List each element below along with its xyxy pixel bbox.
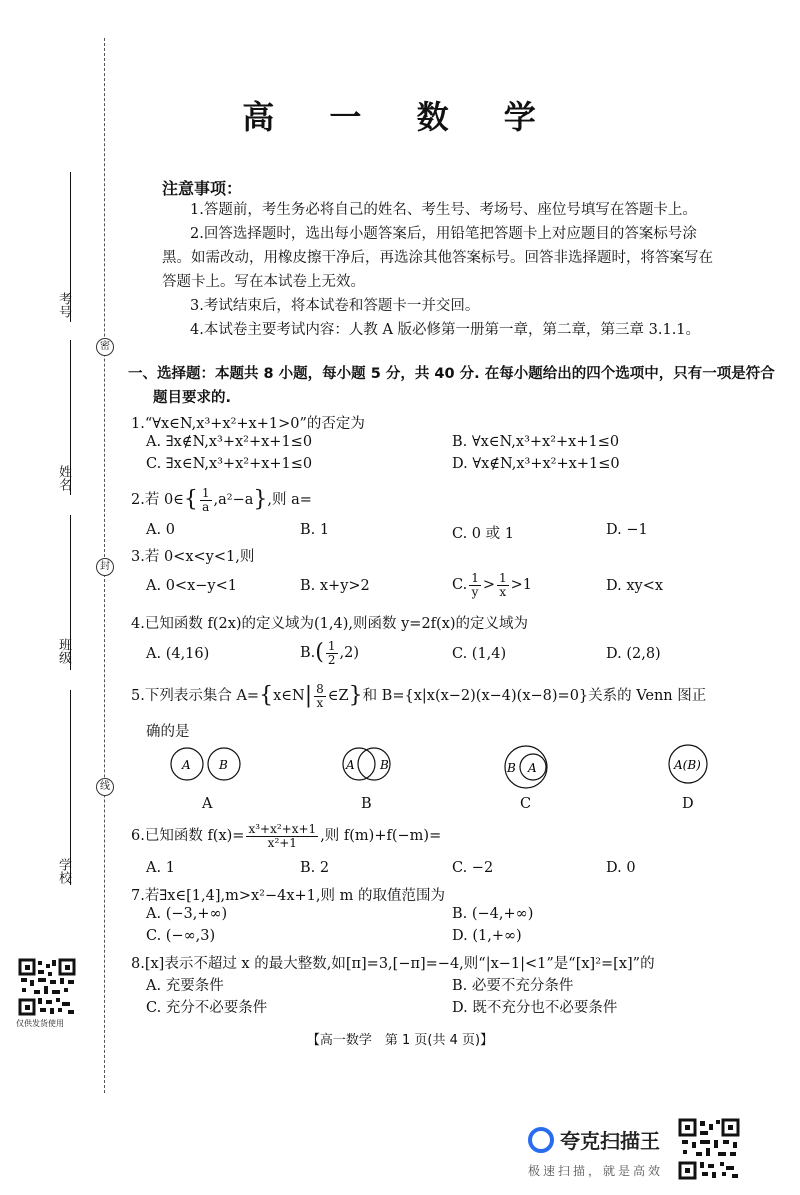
q4-b-pre: B. bbox=[300, 645, 316, 661]
venn-d-label-ab: A(B) bbox=[674, 758, 701, 772]
q4-b-post: ,2) bbox=[339, 645, 359, 661]
q2-text-pre: 2.若 0∈ bbox=[131, 492, 184, 508]
q8-option-a: A. 充要条件 bbox=[146, 978, 224, 994]
q5-option-b: B bbox=[361, 796, 372, 812]
seal-feng: 封 bbox=[96, 558, 114, 576]
field-line-exam-number bbox=[70, 172, 71, 322]
q2-text-post: ,则 a= bbox=[267, 492, 312, 508]
notice-item-2-end: 答题卡上。写在本试卷上无效。 bbox=[162, 274, 365, 290]
venn-d bbox=[669, 745, 707, 783]
q8-stem: 8.[x]表示不超过 x 的最大整数,如[π]=3,[−π]=−4,则“|x−1|<1”是“[x]²=[x]”的 bbox=[131, 956, 655, 972]
qr-caption: 仅供发货使用 bbox=[16, 1019, 64, 1028]
q5-option-d: D bbox=[682, 796, 694, 812]
field-label-school: 学校 bbox=[56, 858, 71, 884]
q7-option-a: A. (−3,+∞) bbox=[146, 906, 228, 922]
page-title: 高 一 数 学 bbox=[242, 98, 558, 136]
q1-option-b: B. ∀x∈N,x³+x²+x+1≤0 bbox=[452, 434, 620, 450]
notice-item-3: 3.考试结束后，将本试卷和答题卡一并交回。 bbox=[190, 298, 480, 314]
q4-b-lparen: ( bbox=[315, 640, 324, 665]
q3-option-b: B. x+y>2 bbox=[300, 578, 370, 594]
q5-after: ∈Z bbox=[327, 688, 349, 704]
q5-frac-den: x bbox=[316, 695, 324, 710]
q3-stem: 3.若 0<x<y<1,则 bbox=[131, 549, 255, 565]
q6-text-post: ,则 f(m)+f(−m)= bbox=[320, 828, 442, 844]
q7-stem: 7.若∃x∈[1,4],m>x²−4x+1,则 m 的取值范围为 bbox=[131, 888, 445, 904]
section-heading: 一、选择题：本题共 8 小题，每小题 5 分，共 40 分. 在每小题给出的四个选项中，只有一项是符合 bbox=[128, 366, 775, 382]
q2-lbrace: { bbox=[183, 487, 198, 512]
notice-item-2-cont: 黑。如需改动，用橡皮擦干净后，再选涂其他答案标号。回答非选择题时，将答案写在 bbox=[162, 250, 713, 266]
scanner-brand-name: 夸克扫描王 bbox=[560, 1129, 660, 1153]
q6-option-d: D. 0 bbox=[606, 860, 636, 876]
scanner-logo-icon bbox=[528, 1127, 554, 1153]
q7-option-b: B. (−4,+∞) bbox=[452, 906, 534, 922]
q3-c-mid: > bbox=[482, 577, 495, 593]
q1-option-d: D. ∀x∉N,x³+x²+x+1≤0 bbox=[452, 456, 620, 472]
q5-option-c: C bbox=[520, 796, 532, 812]
q6-text-pre: 6.已知函数 f(x)= bbox=[131, 828, 245, 844]
q2-option-c: C. 0 或 1 bbox=[452, 526, 514, 542]
q6-frac-den: x²+1 bbox=[267, 835, 297, 850]
q8-option-d: D. 既不充分也不必要条件 bbox=[452, 1000, 618, 1016]
q4-option-a: A. (4,16) bbox=[146, 646, 210, 662]
q5-frac-num: 8 bbox=[316, 681, 324, 696]
q3-c-frac2-den: x bbox=[499, 584, 507, 599]
q8-option-c: C. 充分不必要条件 bbox=[146, 1000, 268, 1016]
q5-option-a: A bbox=[202, 796, 213, 812]
q3-c-frac1 bbox=[469, 572, 481, 599]
venn-a bbox=[171, 748, 240, 780]
notice-item-1: 1.答题前，考生务必将自己的姓名、考生号、考场号、座位号填写在答题卡上。 bbox=[190, 202, 697, 218]
field-line-name bbox=[70, 340, 71, 495]
venn-c-label-b: B bbox=[507, 761, 516, 775]
q5-fraction bbox=[314, 683, 326, 710]
section-heading-cont: 题目要求的. bbox=[153, 390, 232, 406]
q3-option-a: A. 0<x−y<1 bbox=[146, 578, 237, 594]
venn-b bbox=[343, 748, 390, 780]
venn-b-label-b: B bbox=[380, 758, 389, 772]
q4-stem: 4.已知函数 f(2x)的定义域为(1,4),则函数 y=2f(x)的定义域为 bbox=[131, 616, 529, 632]
q5-lbrace: { bbox=[259, 683, 274, 708]
q7-option-c: C. (−∞,3) bbox=[146, 928, 216, 944]
q3-option-d: D. xy<x bbox=[606, 578, 664, 594]
field-line-class bbox=[70, 515, 71, 670]
q2-frac-den: a bbox=[202, 499, 210, 514]
q4-b-frac bbox=[326, 640, 338, 667]
q2-text-mid: ,a²−a bbox=[213, 492, 254, 508]
q5-stem bbox=[131, 680, 706, 712]
q3-c-pre: C. bbox=[452, 577, 468, 593]
venn-a-label-a: A bbox=[182, 758, 191, 772]
notice-item-2: 2.回答选择题时，选出每小题答案后，用铅笔把答题卡上对应题目的答案标号涂 bbox=[190, 226, 697, 242]
q2-option-d: D. −1 bbox=[606, 522, 648, 538]
q1-option-c: C. ∃x∈N,x³+x²+x+1≤0 bbox=[146, 456, 313, 472]
q3-c-frac2 bbox=[497, 572, 509, 599]
q5-bar: | bbox=[304, 683, 313, 708]
notice-heading: 注意事项： bbox=[162, 179, 243, 198]
venn-c bbox=[505, 746, 547, 788]
venn-c-label-a: A bbox=[528, 761, 537, 775]
q5-text-pre: 5.下列表示集合 A= bbox=[131, 688, 260, 704]
q2-option-a: A. 0 bbox=[146, 522, 175, 538]
venn-a-label-b: B bbox=[219, 758, 228, 772]
q8-option-b: B. 必要不充分条件 bbox=[452, 978, 574, 994]
q2-rbrace: } bbox=[253, 487, 268, 512]
seal-xian: 线 bbox=[96, 778, 114, 796]
q6-option-c: C. −2 bbox=[452, 860, 494, 876]
q6-frac-num: x³+x²+x+1 bbox=[248, 821, 317, 836]
q5-inner: x∈N bbox=[273, 688, 305, 704]
q1-stem: 1.“∀x∈N,x³+x²+x+1>0”的否定为 bbox=[131, 416, 365, 432]
venn-b-label-a: A bbox=[346, 758, 355, 772]
seal-mi: 密 bbox=[96, 338, 114, 356]
scanner-slogan: 极速扫描，就是高效 bbox=[528, 1164, 664, 1178]
q4-b-frac-den: 2 bbox=[327, 652, 336, 667]
scanner-qr-icon bbox=[678, 1118, 740, 1180]
field-label-exam-number: 考号 bbox=[56, 292, 71, 318]
q3-c-frac2-num: 1 bbox=[498, 570, 507, 585]
q5-venn-diagrams bbox=[150, 742, 750, 792]
notice-item-4: 4.本试卷主要考试内容：人教 A 版必修第一册第一章，第二章，第三章 3.1.1。 bbox=[190, 322, 701, 338]
q3-c-frac1-num: 1 bbox=[471, 570, 479, 585]
field-label-class: 班级 bbox=[56, 638, 71, 664]
q6-option-a: A. 1 bbox=[146, 860, 175, 876]
q5-text-post: 和 B={x|x(x−2)(x−4)(x−8)=0}关系的 Venn 图正 bbox=[362, 688, 707, 704]
qr-code-icon bbox=[18, 958, 76, 1016]
page-footer: 【高一数学 第 1 页(共 4 页)】 bbox=[306, 1033, 494, 1048]
q5-stem-cont: 确的是 bbox=[146, 724, 190, 740]
q3-option-c bbox=[452, 569, 532, 601]
q5-rbrace: } bbox=[348, 683, 363, 708]
q6-fraction bbox=[246, 823, 318, 850]
q4-option-d: D. (2,8) bbox=[606, 646, 661, 662]
field-line-school bbox=[70, 690, 71, 885]
q2-option-b: B. 1 bbox=[300, 522, 330, 538]
q2-fraction bbox=[200, 487, 212, 514]
q3-c-post: >1 bbox=[510, 577, 532, 593]
q2-stem bbox=[131, 484, 312, 516]
q3-c-frac1-den: y bbox=[471, 584, 479, 599]
q6-option-b: B. 2 bbox=[300, 860, 330, 876]
q4-option-c: C. (1,4) bbox=[452, 646, 507, 662]
q4-b-frac-num: 1 bbox=[327, 638, 336, 653]
q6-stem bbox=[131, 818, 441, 854]
q4-option-b bbox=[300, 637, 359, 669]
field-label-name: 姓名 bbox=[56, 465, 71, 491]
q2-frac-num: 1 bbox=[201, 485, 210, 500]
q1-option-a: A. ∃x∉N,x³+x²+x+1≤0 bbox=[146, 434, 313, 450]
q7-option-d: D. (1,+∞) bbox=[452, 928, 522, 944]
